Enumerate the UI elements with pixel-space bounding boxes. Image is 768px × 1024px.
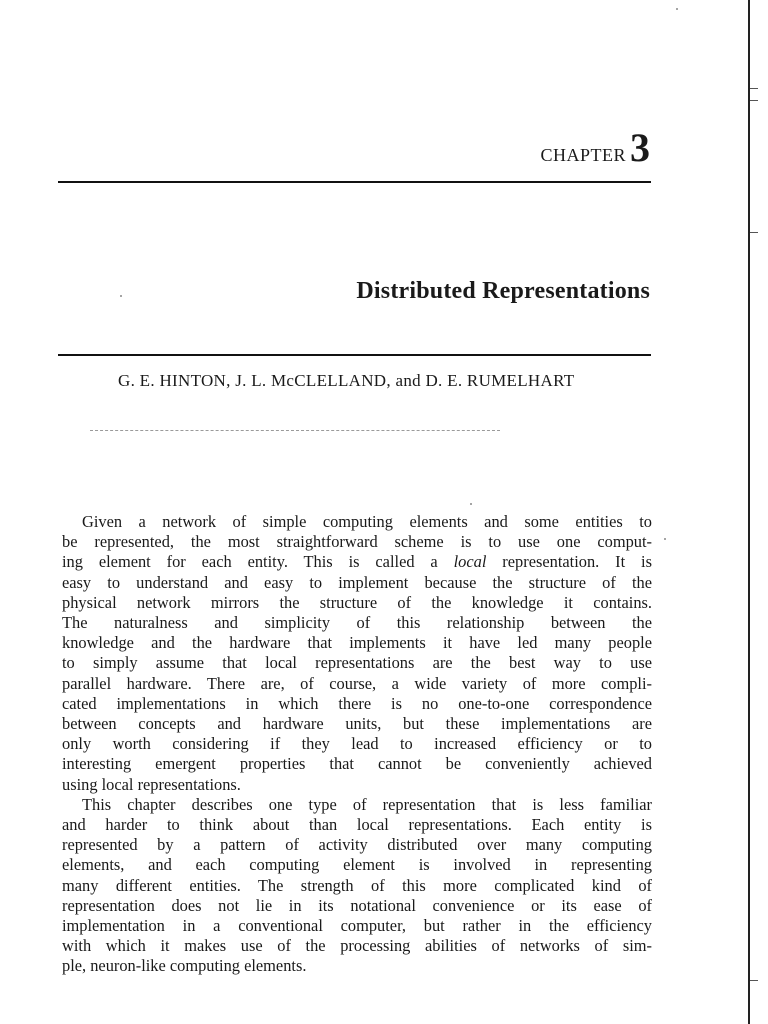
chapter-authors: G. E. HINTON, J. L. McCLELLAND, and D. E. RUMELHART [118,371,575,390]
text-line: between concepts and hardware units, but these implementations are [62,714,652,734]
text-line: physical network mirrors the structure of the knowledge it contains. [62,592,652,612]
text-line: with which it makes use of the processing abilities of networks of sim- [62,936,652,956]
scan-speck [470,503,472,505]
text-line: This chapter describes one type of representation that is less familiar [82,794,652,814]
binding-mark [750,100,758,101]
chapter-number: 3 [630,125,650,170]
text-line: only worth considering if they lead to increased efficiency or to [62,734,652,754]
scan-artifact-line [90,430,500,431]
text-line: knowledge and the hardware that implements it have led many people [62,633,652,653]
binding-mark [750,88,758,89]
text-line: The naturalness and simplicity of this relationship between the [62,613,652,633]
text-line: represented by a pattern of activity distributed over many computing [62,835,652,855]
page-binding-edge [748,0,750,1024]
text-line: be represented, the most straightforward scheme is to use one comput- [62,532,652,552]
scan-speck [676,8,678,10]
text-line: parallel hardware. There are, of course, a wide variety of more compli- [62,673,652,693]
text-segment: representation. It is [486,552,652,572]
text-segment: ing element for each entity. This is called a [62,552,454,572]
chapter-heading [540,125,650,170]
text-line: elements, and each computing element is involved in representing [62,855,652,875]
chapter-label: CHAPTER [540,145,626,165]
scan-speck [664,538,666,540]
body-paragraph [62,512,652,795]
binding-mark [750,232,758,233]
text-line [62,552,652,572]
emphasized-term: local [453,552,487,572]
top-rule [58,181,651,183]
body-paragraph [62,795,652,977]
scan-speck [120,295,122,297]
text-line: and harder to think about than local representations. Each entity is [62,815,652,835]
text-line: interesting emergent properties that cannot be conveniently achieved [62,754,652,774]
text-line: many different entities. The strength of this more complicated kind of [62,875,652,895]
text-line: implementation in a conventional computer, but rather in the efficiency [62,916,652,936]
text-line: cated implementations in which there is no one-to-one correspondence [62,693,652,713]
bottom-rule [58,354,651,356]
text-line: using local representations. [62,774,241,794]
text-line: Given a network of simple computing elements and some entities to [82,512,652,531]
text-line: ple, neuron-like computing elements. [62,956,307,976]
text-line: to simply assume that local representations are the best way to use [62,653,652,673]
text-line: easy to understand and easy to implement because the structure of the [62,572,652,592]
chapter-body [62,512,652,977]
chapter-title: Distributed Representations [356,278,650,304]
text-line: representation does not lie in its notational convenience or its ease of [62,895,652,915]
binding-mark [750,980,758,981]
